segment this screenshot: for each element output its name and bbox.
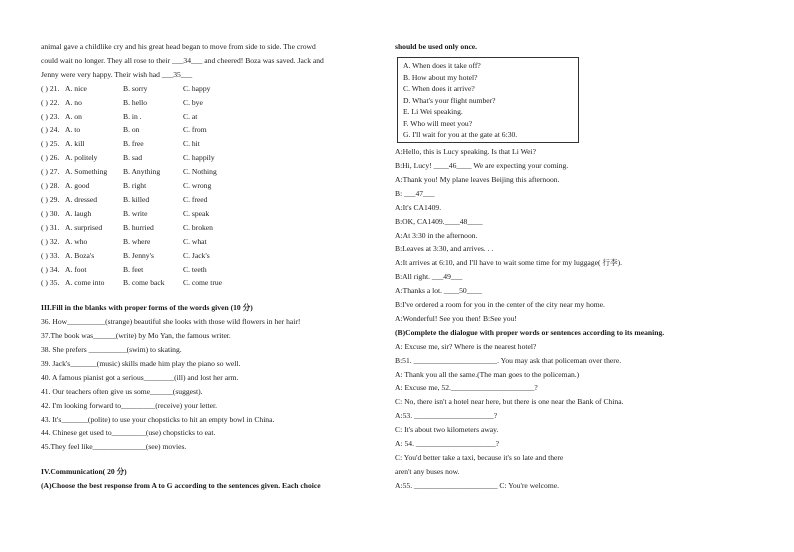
right-column — [395, 40, 745, 493]
passage-line: animal gave a childlike cry and his great head began to move from side to side. The crowd — [41, 42, 316, 51]
fill-blank-item: 41. Our teachers often give us some______(suggest). — [41, 386, 203, 396]
option-c: C. teeth — [183, 264, 207, 274]
option-b: B. hurried — [123, 222, 154, 232]
dialogue-line: B:51. ______________________. You may ask that policeman over there. — [395, 355, 622, 365]
choice-item: E. Li Wei speaking. — [403, 107, 463, 117]
option-c: C. hit — [183, 139, 200, 149]
dialogue-line: A:It's CA1409. — [395, 202, 442, 212]
dialogue-line: B:Hi, Lucy! ____46____ We are expecting your coming. — [395, 160, 569, 170]
dialogue-line: A:Wonderful! See you then! B:See you! — [395, 313, 517, 323]
option-a: A. politely — [65, 153, 98, 163]
option-number: ( ) 24. — [41, 125, 60, 135]
option-row — [41, 207, 380, 221]
fill-blank-item: 42. I'm looking forward to_________(receive) your letter. — [41, 400, 217, 410]
section-4a-instruction-cont: should be used only once. — [395, 42, 478, 51]
option-b: B. free — [123, 139, 144, 149]
fill-blank-item: 36. How__________(strange) beautiful she looks with those wild flowers in her hair! — [41, 317, 301, 327]
option-number: ( ) 31. — [41, 222, 60, 232]
option-a: A. no — [65, 97, 82, 107]
option-c: C. freed — [183, 194, 208, 204]
dialogue-line: A: Excuse me, 52.______________________? — [395, 383, 538, 393]
option-row — [41, 221, 380, 235]
dialogue-line: A: Thank you all the same.(The man goes to the policeman.) — [395, 369, 580, 379]
option-b: B. sorry — [123, 83, 148, 93]
dialogue-line: A:At 3:30 in the afternoon. — [395, 230, 478, 240]
section-3-title: III.Fill in the blanks with proper forms of the words given (10 分) — [41, 303, 253, 313]
option-a: A. surprised — [65, 222, 103, 232]
option-a: A. come into — [65, 278, 105, 288]
fill-blank-item: 40. A famous pianist got a serious________(ill) and lost her arm. — [41, 372, 239, 382]
option-row — [41, 179, 380, 193]
option-row — [41, 110, 380, 124]
dialogue-line: A:Hello, this is Lucy speaking. Is that Li Wei? — [395, 147, 536, 157]
option-b: B. sad — [123, 153, 142, 163]
option-b: B. Anything — [123, 167, 161, 177]
option-a: A. Boza's — [65, 250, 95, 260]
option-number: ( ) 30. — [41, 208, 60, 218]
option-a: A. dressed — [65, 194, 98, 204]
dialogue-line: B:All right. ___49___ — [395, 272, 463, 282]
option-b: B. write — [123, 208, 148, 218]
section-4-title: IV.Communication( 20 分) — [41, 467, 127, 477]
option-row — [41, 137, 380, 151]
fill-blank-item: 38. She prefers __________(swim) to skating. — [41, 345, 182, 355]
option-number: ( ) 28. — [41, 181, 60, 191]
option-c: C. speak — [183, 208, 210, 218]
section-b-title: (B)Complete the dialogue with proper words or sentences according to its meaning. — [395, 327, 665, 337]
option-a: A. nice — [65, 83, 87, 93]
dialogue-line: A: Excuse me, sir? Where is the nearest hotel? — [395, 341, 537, 351]
option-row — [41, 82, 380, 96]
option-c: C. Nothing — [183, 167, 217, 177]
choice-item: G. I'll wait for you at the gate at 6:30. — [403, 130, 518, 140]
fill-blank-item: 44. Chinese get used to_________(use) chopsticks to eat. — [41, 428, 216, 438]
option-number: ( ) 32. — [41, 236, 60, 246]
option-b: B. hello — [123, 97, 148, 107]
choice-item: A. When does it take off? — [403, 60, 481, 70]
option-row — [41, 96, 380, 110]
option-a: A. to — [65, 125, 81, 135]
passage-line: could wait no longer. They all rose to their ___34___ and cheered! Boza was saved. Jack and — [41, 55, 324, 65]
option-number: ( ) 23. — [41, 111, 60, 121]
dialogue-line: A: 54. _____________________? — [395, 439, 499, 449]
option-number: ( ) 34. — [41, 264, 60, 274]
dialogue-line: A:53. _____________________? — [395, 411, 498, 421]
option-row — [41, 263, 380, 277]
passage — [41, 40, 380, 82]
option-a: A. on — [65, 111, 82, 121]
dialogue-line: A:Thank you! My plane leaves Beijing this afternoon. — [395, 174, 560, 184]
option-a: A. who — [65, 236, 88, 246]
choice-item: B. How about my hotel? — [403, 72, 478, 82]
option-b: B. killed — [123, 194, 150, 204]
fill-blank-item: 45.They feel like______________(see) movies. — [41, 442, 187, 452]
dialogue-line: B:I've ordered a room for you in the center of the city near my home. — [395, 300, 605, 310]
option-c: C. broken — [183, 222, 213, 232]
option-number: ( ) 33. — [41, 250, 60, 260]
fill-blank-item: 39. Jack's_______(music) skills made him play the piano so well. — [41, 358, 241, 368]
option-c: C. from — [183, 125, 207, 135]
dialogue-line: A:55. ______________________ C: You're welcome. — [395, 480, 559, 490]
option-b: B. feet — [123, 264, 144, 274]
choice-item: D. What's your flight number? — [403, 95, 496, 105]
choice-item: F. Who will meet you? — [403, 118, 473, 128]
option-row — [41, 276, 380, 290]
left-column — [41, 40, 380, 493]
option-b: B. come back — [123, 278, 165, 288]
option-list — [41, 82, 380, 291]
option-c: C. bye — [183, 97, 203, 107]
option-a: A. Something — [65, 167, 108, 177]
option-b: B. on — [123, 125, 140, 135]
option-row — [41, 165, 380, 179]
option-row — [41, 235, 380, 249]
option-b: B. where — [123, 236, 151, 246]
fill-blank-item: 37.The book was______(write) by Mo Yan, the famous writer. — [41, 331, 231, 341]
fill-blank-list — [41, 315, 380, 454]
dialogue-b — [395, 340, 745, 493]
choice-box — [397, 57, 579, 143]
option-c: C. what — [183, 236, 207, 246]
dialogue-line: C: No, there isn't a hotel near here, but there is one near the Bank of China. — [395, 397, 624, 407]
dialogue-line: B: ___47___ — [395, 188, 435, 198]
option-c: C. come true — [183, 278, 223, 288]
option-row — [41, 249, 380, 263]
fill-blank-item: 43. It's_______(polite) to use your chopsticks to hit an empty bowl in China. — [41, 414, 275, 424]
section-4a-instruction: (A)Choose the best response from A to G according to the sentences given. Each choice — [41, 481, 321, 491]
dialogue-line: A:Thanks a lot. ____50____ — [395, 286, 482, 296]
dialogue-line: aren't any buses now. — [395, 466, 460, 476]
option-a: A. laugh — [65, 208, 92, 218]
dialogue-line: A:It arrives at 6:10, and I'll have to wait some time for my luggage( 行李). — [395, 258, 623, 268]
option-row — [41, 193, 380, 207]
option-number: ( ) 21. — [41, 83, 60, 93]
option-number: ( ) 25. — [41, 139, 60, 149]
option-b: B. Jenny's — [123, 250, 154, 260]
passage-line: Jenny were very happy. Their wish had ___35___ — [41, 69, 193, 79]
option-c: C. at — [183, 111, 198, 121]
dialogue-line: C: You'd better take a taxi, because it's so late and there — [395, 453, 564, 462]
option-a: A. good — [65, 181, 90, 191]
option-c: C. happy — [183, 83, 211, 93]
dialogue-line: B:OK, CA1409.____48____ — [395, 216, 483, 226]
option-c: C. Jack's — [183, 250, 210, 260]
option-a: A. kill — [65, 139, 85, 149]
option-row — [41, 123, 380, 137]
dialogue-line: B:Leaves at 3:30, and arrives. . . — [395, 244, 494, 254]
option-b: B. right — [123, 181, 147, 191]
option-number: ( ) 29. — [41, 194, 60, 204]
choice-item: C. When does it arrive? — [403, 84, 475, 94]
option-a: A. foot — [65, 264, 87, 274]
option-number: ( ) 27. — [41, 167, 60, 177]
option-number: ( ) 26. — [41, 153, 60, 163]
option-number: ( ) 22. — [41, 97, 60, 107]
option-c: C. wrong — [183, 181, 212, 191]
dialogue-line: C: It's about two kilometers away. — [395, 425, 499, 435]
dialogue-a — [395, 145, 745, 326]
option-b: B. in . — [123, 111, 142, 121]
option-row — [41, 151, 380, 165]
option-number: ( ) 35. — [41, 278, 60, 288]
option-c: C. happily — [183, 153, 215, 163]
